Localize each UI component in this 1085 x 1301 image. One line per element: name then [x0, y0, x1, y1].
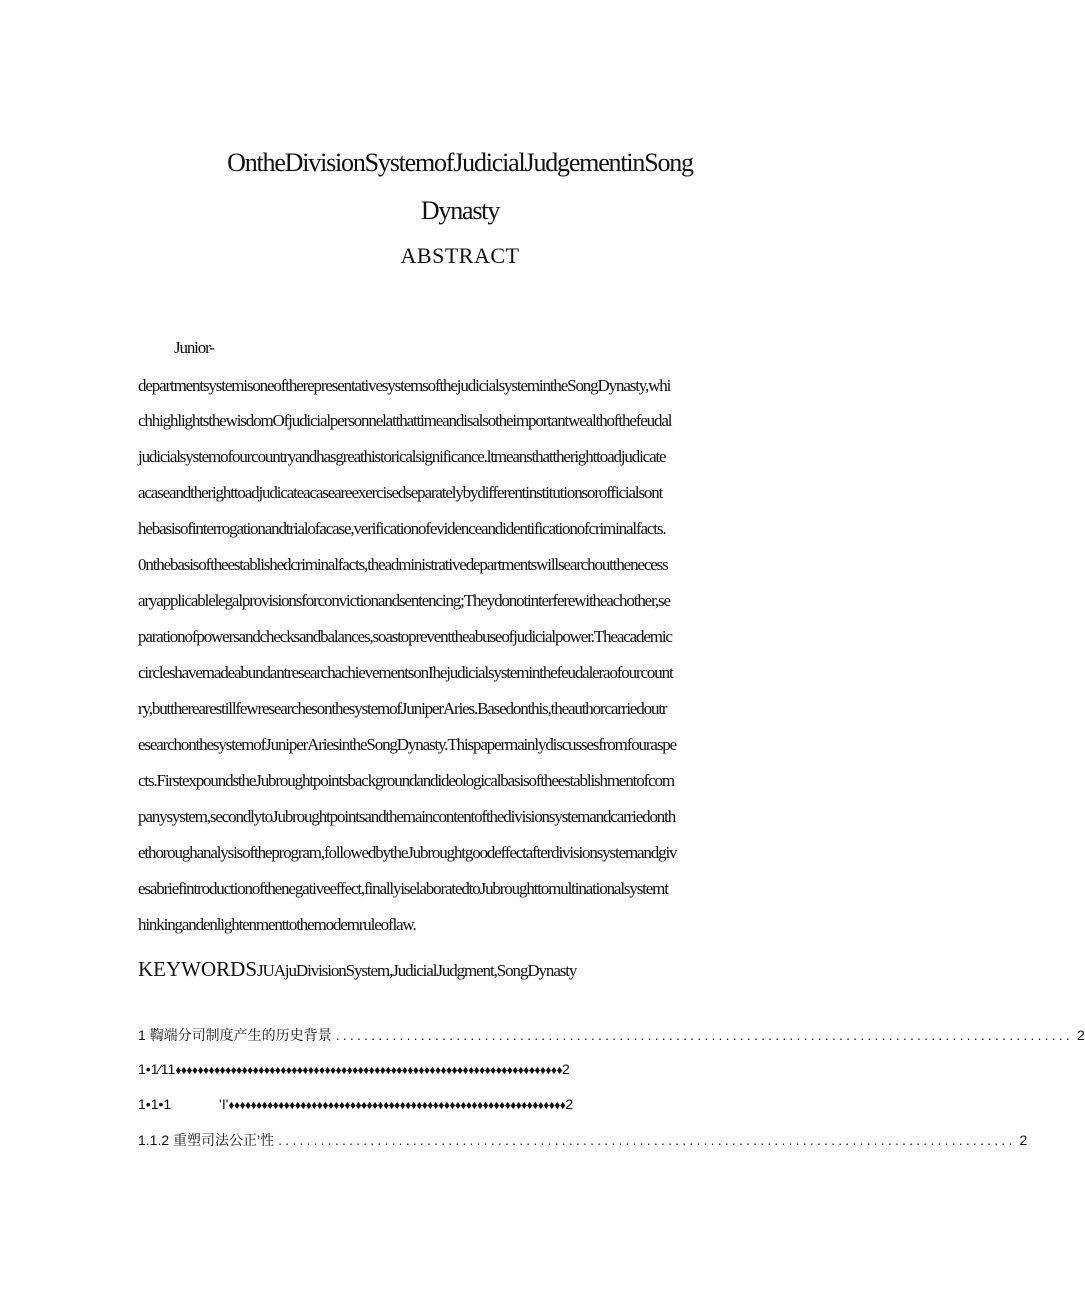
toc-page-number: 2 — [565, 1096, 574, 1112]
toc-entry-mark: 'I' — [219, 1096, 229, 1112]
toc-garbled-leader: ♦♦♦♦♦♦♦♦♦♦♦♦♦♦♦♦♦♦♦♦♦♦♦♦♦♦♦♦♦♦♦♦♦♦♦♦♦♦♦♦♦♦♦♦♦♦♦♦♦♦♦♦♦♦♦♦♦♦♦♦♦♦♦♦♦♦♦♦♦♦ — [175, 1063, 562, 1077]
abstract-line: hebasisofinterrogationandtrialofacase,verificationofevidenceandidentificationofcriminalfacts. — [138, 519, 666, 538]
abstract-line: chhighlightsthewisdomOfjudicialpersonnelatthattimeandisalsotheimportantwealthofthefeudal — [138, 411, 672, 430]
abstract-line: ry,buttherearestillfewresearchesonthesystemofJuniperAries.Basedonthis,theauthorcarriedoutr — [138, 699, 667, 718]
toc-page-number: 2 — [1077, 1027, 1085, 1043]
toc-page-number: 2 — [1019, 1132, 1028, 1148]
toc-entry[interactable] — [138, 1025, 1085, 1045]
abstract-line: Junior- — [174, 338, 214, 357]
toc-entry[interactable] — [138, 1096, 830, 1112]
abstract-line: aryapplicablelegalprovisionsforconvictionandsentencing;Theydonotinterferewitheachother,se — [138, 591, 670, 610]
abstract-heading: ABSTRACT — [400, 243, 520, 268]
abstract-line: esabriefintroductionofthenegativeeffect,finallyiselaboratedtoJubroughttomultinationalsystemt — [138, 879, 668, 898]
abstract-line: judicialsystemofourcountryandhasgreathistoricalsignificance.ltmeansthattherighttoadjudicate — [138, 447, 666, 466]
keywords-label: KEYWORDS — [138, 957, 257, 981]
document-title-line-1: OntheDivisionSystemofJudicialJudgementinSong — [227, 148, 693, 177]
toc-entry-label: 1 鞫端分司制度产生的历史背景 — [138, 1027, 332, 1043]
toc-entry[interactable] — [138, 1061, 830, 1077]
toc-leader-dots: ........................................................................................................ — [278, 1132, 1016, 1148]
document-title-line-2: Dynasty — [420, 196, 500, 225]
toc-entry-label: 1•1•1 — [138, 1096, 172, 1112]
toc-entry[interactable] — [138, 1130, 1028, 1150]
toc-page-number: 2 — [561, 1061, 570, 1077]
abstract-line: 0nthebasisoftheestablishedcriminalfacts,theadministrativedepartmentswillsearchoutthenecess — [138, 555, 668, 574]
abstract-line: ethoroughanalysisoftheprogram,followedbytheJubroughtgoodeffectafterdivisionsystemandgiv — [138, 843, 677, 862]
keywords-text: JUAjuDivisionSystem,JudicialJudgment,SongDynasty — [257, 961, 577, 980]
abstract-line: panysystem,secondlytoJubroughtpointsandthemaincontentofthedivisionsystemandcarriedonth — [138, 807, 676, 826]
abstract-line: esearchonthesystemofJuniperAriesintheSongDynasty.Thispapermainlydiscussesfromfouraspe — [138, 735, 677, 754]
abstract-line: cts.FirstexpoundstheJubroughtpointsbackgroundandideologicalbasisoftheestablishmentofcom — [138, 771, 674, 790]
abstract-line: departmentsystemisoneoftherepresentativesystemsofthejudicialsystemintheSongDynasty,whi — [138, 376, 671, 395]
abstract-line: circleshavemadeabundantresearchachievementsonIhejudicialsysteminthefeudaleraofourcount — [138, 663, 673, 682]
keywords-line — [138, 957, 576, 982]
toc-leader-dots: ........................................................................................................ — [335, 1027, 1074, 1043]
abstract-line: parationofpowersandchecksandbalances,soastopreventtheabuseofjudicialpower.Theacademic — [138, 627, 672, 646]
abstract-line: acaseandtherighttoadjudicateacaseareexercisedseparatelybydifferentinstitutionsorofficialsont — [138, 483, 663, 502]
toc-garbled-leader: ♦♦♦♦♦♦♦♦♦♦♦♦♦♦♦♦♦♦♦♦♦♦♦♦♦♦♦♦♦♦♦♦♦♦♦♦♦♦♦♦♦♦♦♦♦♦♦♦♦♦♦♦♦♦♦♦♦♦♦♦♦ — [228, 1098, 566, 1112]
toc-entry-label: 1.1.2 重塑司法公正’性 — [138, 1132, 275, 1148]
abstract-line: hinkingandenlightenmenttothemodemruleoflaw. — [138, 915, 416, 934]
toc-entry-label: 1•1⁄11 — [138, 1061, 176, 1077]
